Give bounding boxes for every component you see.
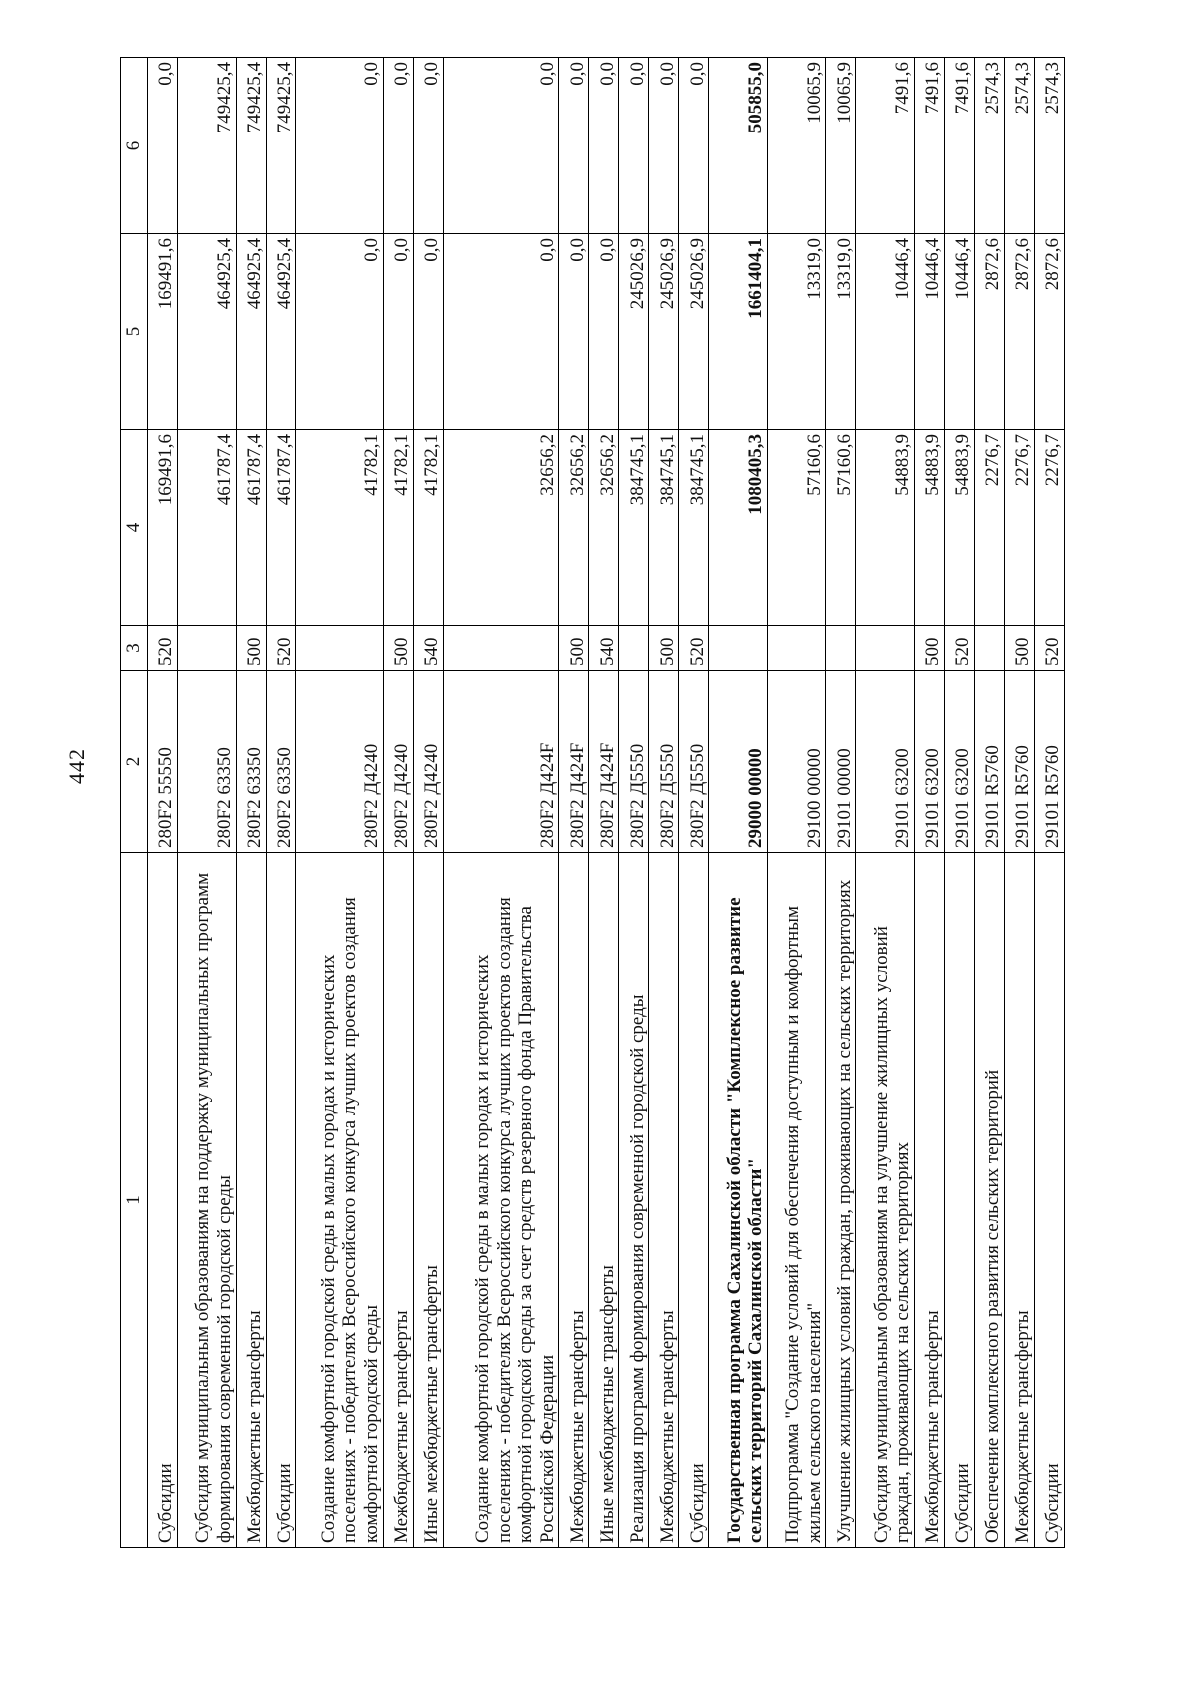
expense-type-cell bbox=[619, 626, 649, 671]
item-name-cell: Государственная программа Сахалинской области "Комплексное развитие сельских территорий Сахалинской области" bbox=[709, 853, 768, 1548]
table-row bbox=[266, 58, 296, 1548]
amount-col6-cell: 2574,3 bbox=[1004, 58, 1034, 234]
amount-col6-cell: 2574,3 bbox=[974, 58, 1004, 234]
page-number: 442 bbox=[64, 748, 89, 784]
table-row bbox=[148, 58, 178, 1548]
expense-type-cell bbox=[767, 626, 826, 671]
table-row bbox=[413, 58, 443, 1548]
budget-code-cell: 29101 63200 bbox=[856, 671, 915, 853]
amount-col4-cell: 2276,7 bbox=[1004, 430, 1034, 626]
table-row bbox=[296, 58, 383, 1548]
table-row bbox=[1034, 58, 1064, 1548]
expense-type-cell: 520 bbox=[266, 626, 296, 671]
table-row bbox=[649, 58, 679, 1548]
table-row bbox=[709, 58, 768, 1548]
amount-col4-cell: 461787,4 bbox=[177, 430, 236, 626]
amount-col4-cell: 41782,1 bbox=[296, 430, 383, 626]
amount-col5-cell: 0,0 bbox=[383, 234, 413, 430]
amount-col5-cell: 0,0 bbox=[559, 234, 589, 430]
item-name-cell: Межбюджетные трансферты bbox=[1004, 853, 1034, 1548]
table-row bbox=[856, 58, 915, 1548]
amount-col6-cell: 0,0 bbox=[296, 58, 383, 234]
amount-col6-cell: 0,0 bbox=[148, 58, 178, 234]
table-row bbox=[236, 58, 266, 1548]
amount-col4-cell: 384745,1 bbox=[649, 430, 679, 626]
item-name-cell: Субсидии bbox=[944, 853, 974, 1548]
item-name-cell: Субсидии bbox=[1034, 853, 1064, 1548]
amount-col4-cell: 57160,6 bbox=[767, 430, 826, 626]
expense-type-cell: 520 bbox=[679, 626, 709, 671]
column-header-6: 6 bbox=[121, 58, 148, 234]
amount-col6-cell: 7491,6 bbox=[856, 58, 915, 234]
budget-code-cell: 29000 00000 bbox=[709, 671, 768, 853]
column-header-1: 1 bbox=[121, 853, 148, 1548]
amount-col4-cell: 41782,1 bbox=[413, 430, 443, 626]
amount-col5-cell: 0,0 bbox=[413, 234, 443, 430]
amount-col4-cell: 41782,1 bbox=[383, 430, 413, 626]
item-name-cell: Межбюджетные трансферты bbox=[559, 853, 589, 1548]
amount-col4-cell: 1080405,3 bbox=[709, 430, 768, 626]
budget-code-cell: 29101 00000 bbox=[826, 671, 856, 853]
budget-code-cell: 280F2 63350 bbox=[266, 671, 296, 853]
item-name-cell: Субсидии bbox=[148, 853, 178, 1548]
table-row bbox=[914, 58, 944, 1548]
amount-col5-cell: 464925,4 bbox=[177, 234, 236, 430]
amount-col4-cell: 32656,2 bbox=[589, 430, 619, 626]
table-row bbox=[383, 58, 413, 1548]
budget-code-cell: 280F2 Д4240 bbox=[296, 671, 383, 853]
amount-col6-cell: 10065,9 bbox=[826, 58, 856, 234]
amount-col6-cell: 749425,4 bbox=[236, 58, 266, 234]
amount-col4-cell: 461787,4 bbox=[266, 430, 296, 626]
table-row bbox=[619, 58, 649, 1548]
amount-col4-cell: 54883,9 bbox=[856, 430, 915, 626]
budget-code-cell: 280F2 63350 bbox=[236, 671, 266, 853]
budget-code-cell: 280F2 Д4240 bbox=[413, 671, 443, 853]
table-body bbox=[148, 58, 1065, 1548]
expense-type-cell: 500 bbox=[649, 626, 679, 671]
item-name-cell: Иные межбюджетные трансферты bbox=[413, 853, 443, 1548]
table-row bbox=[974, 58, 1004, 1548]
item-name-cell: Создание комфортной городской среды в малых городах и исторических поселениях - победителях Всероссийского конкурса лучших проектов создания комфортной городской среды за счет средств резервного фонда Правительства Российской Федерации bbox=[443, 853, 559, 1548]
item-name-cell: Межбюджетные трансферты bbox=[649, 853, 679, 1548]
amount-col5-cell: 0,0 bbox=[443, 234, 559, 430]
amount-col4-cell: 57160,6 bbox=[826, 430, 856, 626]
amount-col5-cell: 245026,9 bbox=[619, 234, 649, 430]
budget-code-cell: 29101 R5760 bbox=[1034, 671, 1064, 853]
amount-col6-cell: 0,0 bbox=[649, 58, 679, 234]
expense-type-cell: 500 bbox=[383, 626, 413, 671]
budget-code-cell: 280F2 63350 bbox=[177, 671, 236, 853]
amount-col6-cell: 0,0 bbox=[559, 58, 589, 234]
amount-col6-cell: 0,0 bbox=[413, 58, 443, 234]
amount-col5-cell: 245026,9 bbox=[679, 234, 709, 430]
expense-type-cell: 520 bbox=[1034, 626, 1064, 671]
budget-code-cell: 280F2 Д5550 bbox=[649, 671, 679, 853]
amount-col5-cell: 13319,0 bbox=[767, 234, 826, 430]
budget-code-cell: 29101 R5760 bbox=[1004, 671, 1034, 853]
item-name-cell: Межбюджетные трансферты bbox=[914, 853, 944, 1548]
expense-type-cell bbox=[856, 626, 915, 671]
amount-col5-cell: 13319,0 bbox=[826, 234, 856, 430]
item-name-cell: Субсидии bbox=[679, 853, 709, 1548]
amount-col6-cell: 0,0 bbox=[443, 58, 559, 234]
amount-col5-cell: 245026,9 bbox=[649, 234, 679, 430]
budget-table-container bbox=[120, 58, 1065, 1548]
amount-col6-cell: 0,0 bbox=[589, 58, 619, 234]
column-header-3: 3 bbox=[121, 626, 148, 671]
amount-col4-cell: 2276,7 bbox=[974, 430, 1004, 626]
budget-code-cell: 280F2 Д5550 bbox=[619, 671, 649, 853]
amount-col4-cell: 32656,2 bbox=[559, 430, 589, 626]
item-name-cell: Субсидия муниципальным образованиям на поддержку муниципальных программ формирования современной городской среды bbox=[177, 853, 236, 1548]
amount-col5-cell: 10446,4 bbox=[914, 234, 944, 430]
amount-col5-cell: 10446,4 bbox=[856, 234, 915, 430]
amount-col4-cell: 54883,9 bbox=[914, 430, 944, 626]
item-name-cell: Межбюджетные трансферты bbox=[236, 853, 266, 1548]
item-name-cell: Иные межбюджетные трансферты bbox=[589, 853, 619, 1548]
amount-col6-cell: 0,0 bbox=[619, 58, 649, 234]
table-row bbox=[443, 58, 559, 1548]
expense-type-cell bbox=[296, 626, 383, 671]
amount-col4-cell: 384745,1 bbox=[679, 430, 709, 626]
table-row bbox=[559, 58, 589, 1548]
item-name-cell: Создание комфортной городской среды в малых городах и исторических поселениях - победителях Всероссийского конкурса лучших проектов создания комфортной городской среды bbox=[296, 853, 383, 1548]
budget-code-cell: 280F2 Д424F bbox=[559, 671, 589, 853]
expense-type-cell: 520 bbox=[944, 626, 974, 671]
header-row bbox=[121, 58, 148, 1548]
expense-type-cell: 500 bbox=[236, 626, 266, 671]
table-row bbox=[589, 58, 619, 1548]
amount-col6-cell: 7491,6 bbox=[914, 58, 944, 234]
amount-col5-cell: 464925,4 bbox=[266, 234, 296, 430]
item-name-cell: Подпрограмма "Создание условий для обеспечения доступным и комфортным жильем сельского населения" bbox=[767, 853, 826, 1548]
amount-col6-cell: 7491,6 bbox=[944, 58, 974, 234]
item-name-cell: Межбюджетные трансферты bbox=[383, 853, 413, 1548]
expense-type-cell: 540 bbox=[589, 626, 619, 671]
amount-col4-cell: 461787,4 bbox=[236, 430, 266, 626]
budget-code-cell: 280F2 Д4240 bbox=[383, 671, 413, 853]
budget-code-cell: 280F2 Д424F bbox=[443, 671, 559, 853]
table-row bbox=[767, 58, 826, 1548]
amount-col5-cell: 2872,6 bbox=[974, 234, 1004, 430]
amount-col5-cell: 0,0 bbox=[296, 234, 383, 430]
expense-type-cell bbox=[826, 626, 856, 671]
item-name-cell: Реализация программ формирования современной городской среды bbox=[619, 853, 649, 1548]
expense-type-cell: 500 bbox=[1004, 626, 1034, 671]
table-row bbox=[177, 58, 236, 1548]
amount-col6-cell: 0,0 bbox=[383, 58, 413, 234]
table-row bbox=[679, 58, 709, 1548]
column-header-5: 5 bbox=[121, 234, 148, 430]
item-name-cell: Улучшение жилищных условий граждан, проживающих на сельских территориях bbox=[826, 853, 856, 1548]
amount-col4-cell: 2276,7 bbox=[1034, 430, 1064, 626]
amount-col4-cell: 32656,2 bbox=[443, 430, 559, 626]
table-row bbox=[826, 58, 856, 1548]
amount-col5-cell: 2872,6 bbox=[1034, 234, 1064, 430]
column-header-2: 2 bbox=[121, 671, 148, 853]
amount-col5-cell: 10446,4 bbox=[944, 234, 974, 430]
column-header-4: 4 bbox=[121, 430, 148, 626]
budget-code-cell: 29101 63200 bbox=[914, 671, 944, 853]
budget-code-cell: 29101 63200 bbox=[944, 671, 974, 853]
amount-col6-cell: 0,0 bbox=[679, 58, 709, 234]
budget-code-cell: 280F2 Д5550 bbox=[679, 671, 709, 853]
amount-col5-cell: 2872,6 bbox=[1004, 234, 1034, 430]
budget-code-cell: 29101 R5760 bbox=[974, 671, 1004, 853]
amount-col6-cell: 749425,4 bbox=[177, 58, 236, 234]
expense-type-cell bbox=[443, 626, 559, 671]
item-name-cell: Субсидии bbox=[266, 853, 296, 1548]
budget-code-cell: 280F2 Д424F bbox=[589, 671, 619, 853]
table-row bbox=[1004, 58, 1034, 1548]
amount-col5-cell: 169491,6 bbox=[148, 234, 178, 430]
item-name-cell: Обеспечение комплексного развития сельских территорий bbox=[974, 853, 1004, 1548]
expense-type-cell bbox=[709, 626, 768, 671]
expense-type-cell: 520 bbox=[148, 626, 178, 671]
expense-type-cell: 500 bbox=[559, 626, 589, 671]
amount-col6-cell: 10065,9 bbox=[767, 58, 826, 234]
amount-col4-cell: 169491,6 bbox=[148, 430, 178, 626]
budget-table bbox=[120, 57, 1065, 1548]
table-row bbox=[944, 58, 974, 1548]
amount-col6-cell: 505855,0 bbox=[709, 58, 768, 234]
amount-col6-cell: 749425,4 bbox=[266, 58, 296, 234]
amount-col5-cell: 464925,4 bbox=[236, 234, 266, 430]
budget-code-cell: 280F2 55550 bbox=[148, 671, 178, 853]
budget-code-cell: 29100 00000 bbox=[767, 671, 826, 853]
amount-col5-cell: 1661404,1 bbox=[709, 234, 768, 430]
amount-col5-cell: 0,0 bbox=[589, 234, 619, 430]
item-name-cell: Субсидия муниципальным образованиям на улучшение жилищных условий граждан, проживающих на сельских территориях bbox=[856, 853, 915, 1548]
amount-col4-cell: 54883,9 bbox=[944, 430, 974, 626]
expense-type-cell bbox=[177, 626, 236, 671]
expense-type-cell bbox=[974, 626, 1004, 671]
amount-col6-cell: 2574,3 bbox=[1034, 58, 1064, 234]
amount-col4-cell: 384745,1 bbox=[619, 430, 649, 626]
expense-type-cell: 500 bbox=[914, 626, 944, 671]
expense-type-cell: 540 bbox=[413, 626, 443, 671]
